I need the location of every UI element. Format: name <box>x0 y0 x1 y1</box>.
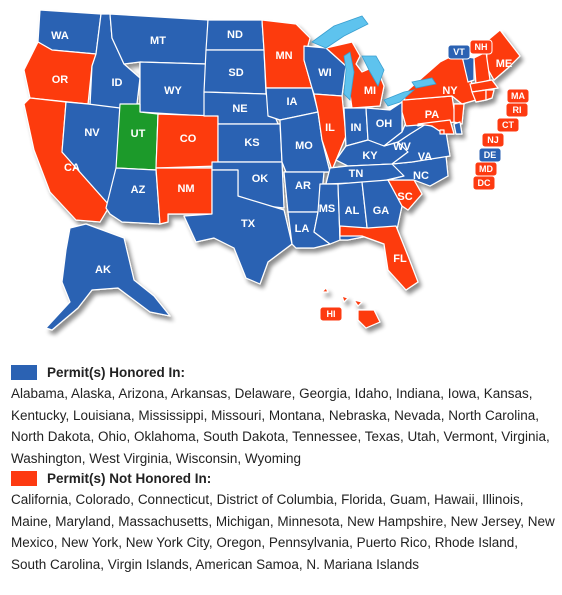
state-ME[interactable] <box>486 30 520 80</box>
state-label-ky: KY <box>362 149 378 162</box>
state-tag-label-hi: HI <box>326 308 336 319</box>
state-label-ca: CA <box>64 161 80 174</box>
honored-title: Permit(s) Honored In: <box>47 364 186 380</box>
not-honored-title: Permit(s) Not Honored In: <box>47 470 212 486</box>
state-label-az: AZ <box>130 183 146 196</box>
state-label-me: ME <box>495 57 513 70</box>
state-tag-vt[interactable] <box>448 45 470 59</box>
state-DC[interactable] <box>440 130 444 134</box>
state-label-mi: MI <box>363 84 377 97</box>
state-tag-hi[interactable] <box>320 307 342 321</box>
state-tag-label-vt: VT <box>453 46 465 57</box>
state-label-ok: OK <box>251 172 269 185</box>
state-label-tn: TN <box>348 167 364 180</box>
state-label-sd: SD <box>228 66 244 79</box>
state-label-nv: NV <box>84 126 100 139</box>
state-label-mo: MO <box>295 139 313 152</box>
state-tag-ri[interactable] <box>506 103 528 117</box>
state-label-oh: OH <box>375 117 393 130</box>
state-label-wa: WA <box>51 29 69 42</box>
not-honored-state-list: California, Colorado, Connecticut, District of Columbia, Florida, Guam, Hawaii, Illinois, Maine, Maryland, Massachusetts, Michigan, Minnesota, New Hampshire, New Jersey, New Mexico, New York, New York City, Oregon, Pennsylvania, Puerto Rico, Rhode Island, South Carolina, Virgin Islands, American Samoa, N. Mariana Islands <box>11 492 555 572</box>
state-tag-label-de: DE <box>483 149 497 160</box>
state-label-sc: SC <box>397 190 413 203</box>
state-label-va: VA <box>417 150 433 163</box>
state-label-ks: KS <box>244 136 260 149</box>
state-label-or: OR <box>51 73 69 86</box>
state-label-ar: AR <box>295 179 311 192</box>
state-tag-md[interactable] <box>475 162 497 176</box>
state-NJ[interactable] <box>454 104 464 124</box>
honored-state-list: Alabama, Alaska, Arizona, Arkansas, Delaware, Georgia, Idaho, Indiana, Iowa, Kansas, Kentucky, Louisiana, Mississippi, Missouri, Montana, Nebraska, Nevada, North Carolina, North Dakota, Ohio, Oklahoma, South Dakota, Tennessee, Texas, Utah, Vermont, Virginia, Washington, West Virginia, Wisconsin, Wyoming <box>11 386 550 466</box>
state-tag-dc[interactable] <box>473 176 495 190</box>
state-label-ga: GA <box>372 204 390 217</box>
state-label-nm: NM <box>177 182 195 195</box>
state-tag-label-md: MD <box>479 163 493 174</box>
state-label-la: LA <box>294 222 310 235</box>
state-RI[interactable] <box>486 90 494 100</box>
state-tag-label-ct: CT <box>502 119 514 130</box>
state-label-ia: IA <box>286 95 298 108</box>
state-label-nc: NC <box>413 169 429 182</box>
state-tag-ma[interactable] <box>507 89 529 103</box>
state-tag-ct[interactable] <box>497 118 519 132</box>
state-label-ny: NY <box>442 84 458 97</box>
state-AZ[interactable] <box>106 168 160 224</box>
state-label-mt: MT <box>150 34 166 47</box>
state-label-id: ID <box>111 76 123 89</box>
state-label-il: IL <box>325 121 335 134</box>
state-label-al: AL <box>344 204 360 217</box>
state-DE[interactable] <box>454 122 462 134</box>
state-label-co: CO <box>179 132 197 145</box>
state-label-ak: AK <box>95 263 111 276</box>
state-label-ut: UT <box>130 127 146 140</box>
state-tag-label-nj: NJ <box>487 134 499 145</box>
state-label-fl: FL <box>393 252 407 265</box>
state-tag-label-dc: DC <box>477 177 491 188</box>
state-AK[interactable] <box>46 224 170 330</box>
honored-swatch <box>11 365 37 380</box>
state-label-nd: ND <box>227 28 243 41</box>
state-tag-nh[interactable] <box>470 40 492 54</box>
state-tag-de[interactable] <box>479 148 501 162</box>
state-label-tx: TX <box>240 217 256 230</box>
state-label-pa: PA <box>424 108 440 121</box>
state-tag-label-nh: NH <box>474 41 488 52</box>
state-tag-label-ri: RI <box>512 104 522 115</box>
state-label-ms: MS <box>318 202 336 215</box>
legend-honored <box>11 362 556 469</box>
state-tag-nj[interactable] <box>482 133 504 147</box>
legend-not-honored <box>11 468 556 575</box>
not-honored-swatch <box>11 471 37 486</box>
state-tag-label-ma: MA <box>511 90 525 101</box>
state-label-in: IN <box>350 121 362 134</box>
state-label-mn: MN <box>275 49 293 62</box>
state-label-wi: WI <box>318 66 332 79</box>
state-label-ne: NE <box>232 102 248 115</box>
state-label-wv: WV <box>393 140 411 153</box>
lake-superior <box>312 16 368 48</box>
state-label-wy: WY <box>164 84 182 97</box>
